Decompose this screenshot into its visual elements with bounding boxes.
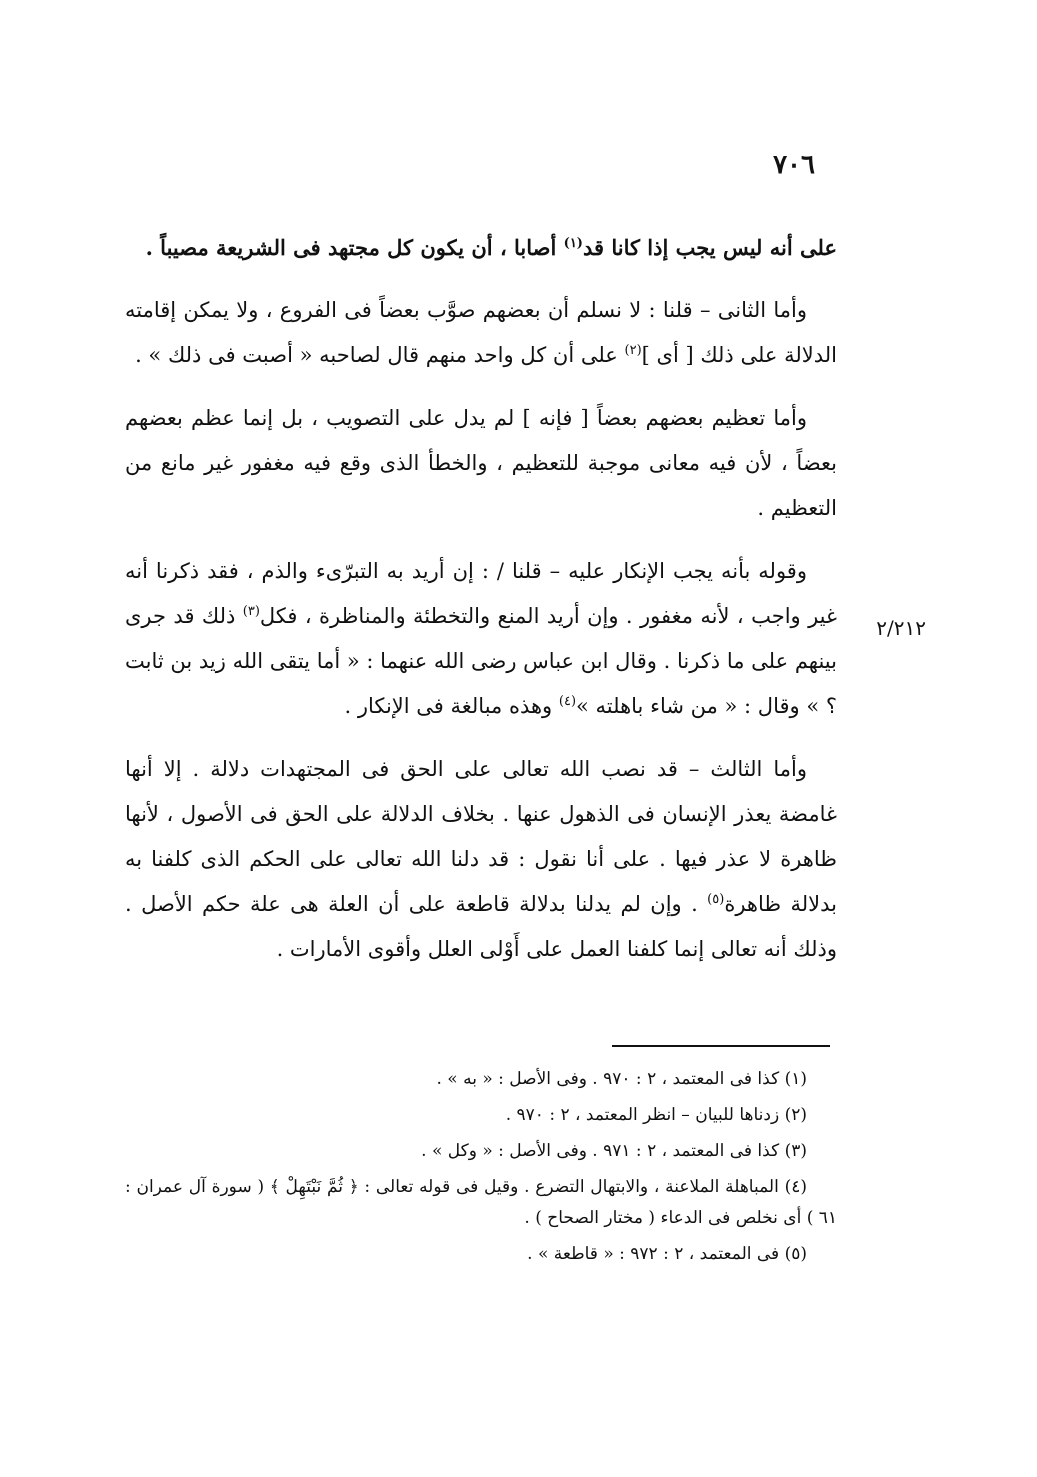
main-text <box>125 225 837 990</box>
paragraph-4-text-c: وهذه مبالغة فى الإنكار . <box>344 694 559 718</box>
paragraph-1-text-b: أصابا ، أن يكون كل مجتهد فى الشريعة مصيباً . <box>145 235 564 260</box>
paragraph-4 <box>125 549 837 729</box>
footnote-4: (٤) المباهلة الملاعنة ، والابتهال التضرع . وقيل فى قوله تعالى : ﴿ ثُمَّ نَبْتَهِلْ ﴾ ( سورة آل عمران : ٦١ ) أى نخلص فى الدعاء ( مختار الصحاح ) . <box>125 1177 837 1228</box>
footnote-marker-4: (٤) <box>558 694 577 709</box>
footnotes <box>125 1064 837 1275</box>
footnote-divider <box>612 1045 830 1047</box>
footnote-marker-1: (١) <box>563 236 583 251</box>
paragraph-1 <box>125 225 837 270</box>
paragraph-4-text-b: ذلك قد جرى بينهم على ما ذكرنا . وقال ابن عباس رضى الله عنهما : « أما يتقى الله زيد بن ثابت ؟ » وقال : « من شاء باهلته » <box>125 604 837 718</box>
footnote-3: (٣) كذا فى المعتمد ، ٢ : ٩٧١ . وفى الأصل : « وكل » . <box>421 1141 807 1161</box>
footnote-marker-5: (٥) <box>707 892 725 907</box>
paragraph-5-text-b: . وإن لم يدلنا بدلالة قاطعة على أن العلة هى علة حكم الأصل . وذلك أنه تعالى إنما كلفنا العمل على أَوْلى العلل وأقوى الأمارات . <box>125 892 837 961</box>
paragraph-2 <box>125 288 837 378</box>
page-number: ٧٠٦ <box>773 150 815 180</box>
footnote-marker-3: (٣) <box>242 604 260 619</box>
footnote-1: (١) كذا فى المعتمد ، ٢ : ٩٧٠ . وفى الأصل : « به » . <box>436 1069 807 1089</box>
paragraph-2-text-b: على أن كل واحد منهم قال لصاحبه « أصبت فى ذلك » . <box>135 343 625 367</box>
paragraph-5-text-a: وأما الثالث – قد نصب الله تعالى على الحق فى المجتهدات دلالة . إلا أنها غامضة يعذر الإنسان فى الذهول عنها . بخلاف الدلالة على الحق فى الأصول ، لأنها ظاهرة لا عذر فيها . على أنا نقول : قد دلنا الله تعالى على الحكم الذى كلفنا به بدلالة ظاهرة <box>125 757 838 916</box>
footnote-2: (٢) زدناها للبيان – انظر المعتمد ، ٢ : ٩٧٠ . <box>505 1105 807 1125</box>
footnote-5: (٥) فى المعتمد ، ٢ : ٩٧٢ : « قاطعة » . <box>527 1244 807 1264</box>
paragraph-2-text-a: وأما الثانى – قلنا : لا نسلم أن بعضهم صوَّب بعضاً فى الفروع ، ولا يمكن إقامته الدلالة على ذلك [ أى ] <box>125 298 837 367</box>
footnote-marker-2: (٢) <box>624 343 642 358</box>
margin-reference: ٢/٢١٢ <box>876 616 926 640</box>
paragraph-1-text-a: على أنه ليس يجب إذا كانا قد <box>582 235 837 260</box>
paragraph-5 <box>125 747 837 972</box>
paragraph-3: وأما تعظيم بعضهم بعضاً [ فإنه ] لم يدل على التصويب ، بل إنما عظم بعضهم بعضاً ، لأن فيه معانى موجبة للتعظيم ، والخطأ الذى وقع فيه مغفور غير مانع من التعظيم . <box>125 406 838 520</box>
paragraph-4-text-a: وقوله بأنه يجب الإنكار عليه – قلنا / : إن أريد به التبرّىء والذم ، فقد ذكرنا أنه غير واجب ، لأنه مغفور . وإن أريد المنع والتخطئة والمناظرة ، فكل <box>125 559 837 628</box>
